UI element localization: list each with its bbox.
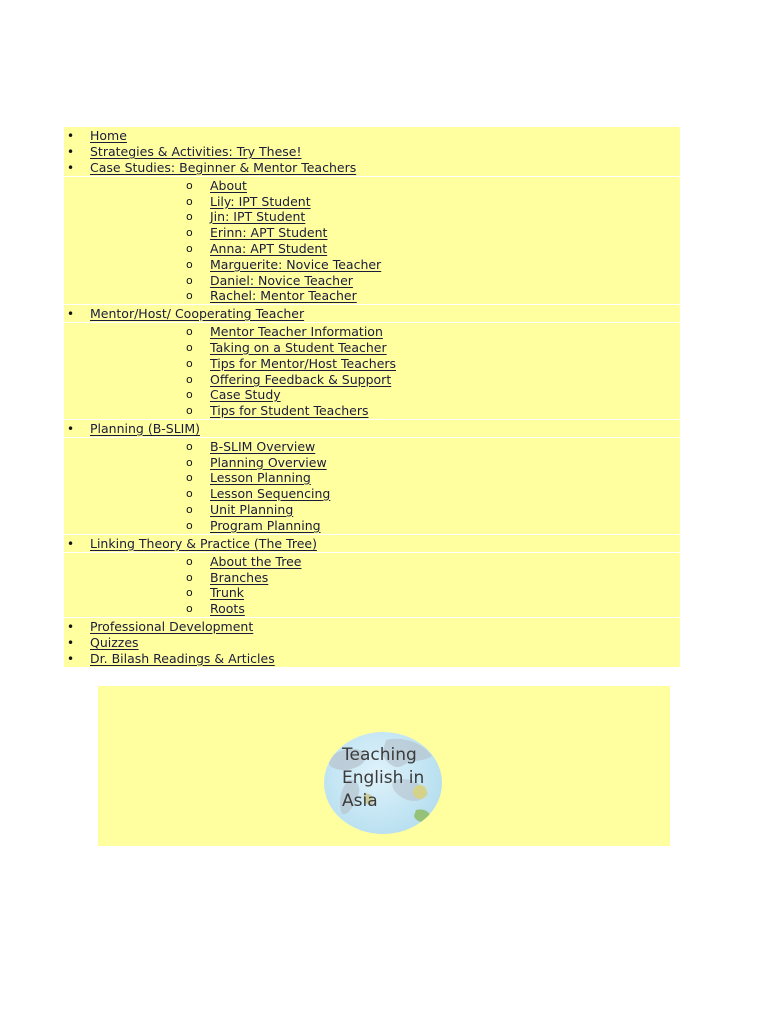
subnav-link-bslim-overview[interactable]: B-SLIM Overview	[210, 439, 316, 454]
circle-bullet-icon: o	[186, 456, 193, 469]
bullet-icon: •	[67, 129, 75, 143]
subnav-link-case-study[interactable]: Case Study	[210, 387, 281, 402]
subnav-link-unit-planning[interactable]: Unit Planning	[210, 502, 294, 517]
nav-item-professional-development[interactable]	[64, 619, 680, 635]
divider	[64, 552, 680, 553]
bullet-icon: •	[67, 307, 75, 321]
circle-bullet-icon: o	[186, 519, 193, 532]
subnav-item-trunk[interactable]	[64, 585, 680, 601]
circle-bullet-icon: o	[186, 325, 193, 338]
subnav-link-jin[interactable]: Jin: IPT Student	[210, 209, 306, 224]
nav-item-readings[interactable]	[64, 651, 680, 667]
divider	[64, 617, 680, 618]
circle-bullet-icon: o	[186, 471, 193, 484]
subnav-item-bslim-overview[interactable]	[64, 439, 680, 455]
subnav-link-marguerite[interactable]: Marguerite: Novice Teacher	[210, 257, 382, 272]
nav-item-case-studies[interactable]	[64, 160, 680, 176]
subnav-link-mentor-info[interactable]: Mentor Teacher Information	[210, 324, 383, 339]
nav-link-quizzes[interactable]: Quizzes	[90, 635, 139, 650]
circle-bullet-icon: o	[186, 373, 193, 386]
subnav-item-branches[interactable]	[64, 570, 680, 586]
teaching-english-in-asia-logo[interactable]	[324, 732, 442, 834]
subnav-item-anna[interactable]	[64, 241, 680, 257]
bullet-icon: •	[67, 537, 75, 551]
nav-item-quizzes[interactable]	[64, 635, 680, 651]
nav-item-mentor[interactable]	[64, 306, 680, 322]
subnav-link-daniel[interactable]: Daniel: Novice Teacher	[210, 273, 353, 288]
circle-bullet-icon: o	[186, 226, 193, 239]
subnav-link-tips-student[interactable]: Tips for Student Teachers	[210, 403, 369, 418]
subnav-link-lesson-sequencing[interactable]: Lesson Sequencing	[210, 486, 331, 501]
logo-text	[342, 744, 442, 813]
subnav-item-case-study[interactable]	[64, 387, 680, 403]
subnav-link-planning-overview[interactable]: Planning Overview	[210, 455, 327, 470]
subnav-item-lesson-planning[interactable]	[64, 470, 680, 486]
subnav-item-roots[interactable]	[64, 601, 680, 617]
subnav-item-unit-planning[interactable]	[64, 502, 680, 518]
circle-bullet-icon: o	[186, 440, 193, 453]
subnav-item-about[interactable]	[64, 178, 680, 194]
circle-bullet-icon: o	[186, 357, 193, 370]
subnav-item-program-planning[interactable]	[64, 518, 680, 534]
nav-link-home[interactable]: Home	[90, 128, 127, 143]
logo-line-1: Teaching	[342, 745, 417, 765]
subnav-link-lily[interactable]: Lily: IPT Student	[210, 194, 311, 209]
nav-item-planning[interactable]	[64, 421, 680, 437]
circle-bullet-icon: o	[186, 555, 193, 568]
subnav-link-trunk[interactable]: Trunk	[210, 585, 245, 600]
divider	[64, 322, 680, 323]
subnav-link-tips-mentor[interactable]: Tips for Mentor/Host Teachers	[210, 356, 397, 371]
nav-link-linking-theory[interactable]: Linking Theory & Practice (The Tree)	[90, 536, 317, 551]
bullet-icon: •	[67, 161, 75, 175]
subnav-item-planning-overview[interactable]	[64, 455, 680, 471]
subnav-link-lesson-planning[interactable]: Lesson Planning	[210, 470, 311, 485]
divider	[64, 534, 680, 535]
nav-link-strategies[interactable]: Strategies & Activities: Try These!	[90, 144, 302, 159]
bullet-icon: •	[67, 652, 75, 666]
subnav-link-taking-student[interactable]: Taking on a Student Teacher	[210, 340, 387, 355]
subnav-item-about-tree[interactable]	[64, 554, 680, 570]
circle-bullet-icon: o	[186, 404, 193, 417]
subnav-item-jin[interactable]	[64, 209, 680, 225]
nav-link-planning[interactable]: Planning (B-SLIM)	[90, 421, 201, 436]
circle-bullet-icon: o	[186, 210, 193, 223]
circle-bullet-icon: o	[186, 571, 193, 584]
subnav-link-feedback[interactable]: Offering Feedback & Support	[210, 372, 392, 387]
subnav-link-erinn[interactable]: Erinn: APT Student	[210, 225, 328, 240]
circle-bullet-icon: o	[186, 341, 193, 354]
circle-bullet-icon: o	[186, 388, 193, 401]
bullet-icon: •	[67, 145, 75, 159]
circle-bullet-icon: o	[186, 602, 193, 615]
nav-link-readings[interactable]: Dr. Bilash Readings & Articles	[90, 651, 275, 666]
circle-bullet-icon: o	[186, 258, 193, 271]
subnav-item-tips-mentor[interactable]	[64, 356, 680, 372]
subnav-item-tips-student[interactable]	[64, 403, 680, 419]
circle-bullet-icon: o	[186, 487, 193, 500]
circle-bullet-icon: o	[186, 586, 193, 599]
banner	[98, 686, 670, 846]
subnav-link-anna[interactable]: Anna: APT Student	[210, 241, 328, 256]
subnav-link-program-planning[interactable]: Program Planning	[210, 518, 321, 533]
circle-bullet-icon: o	[186, 179, 193, 192]
divider	[64, 176, 680, 177]
logo-line-3: Asia	[342, 791, 378, 811]
circle-bullet-icon: o	[186, 195, 193, 208]
nav-link-mentor[interactable]: Mentor/Host/ Cooperating Teacher	[90, 306, 305, 321]
nav-item-home[interactable]	[64, 128, 680, 144]
circle-bullet-icon: o	[186, 503, 193, 516]
circle-bullet-icon: o	[186, 242, 193, 255]
subnav-item-mentor-info[interactable]	[64, 324, 680, 340]
subnav-item-erinn[interactable]	[64, 225, 680, 241]
navigation-menu	[64, 127, 680, 667]
subnav-link-branches[interactable]: Branches	[210, 570, 269, 585]
bullet-icon: •	[67, 422, 75, 436]
nav-link-case-studies[interactable]: Case Studies: Beginner & Mentor Teachers	[90, 160, 357, 175]
subnav-item-daniel[interactable]	[64, 273, 680, 289]
divider	[64, 304, 680, 305]
subnav-link-rachel[interactable]: Rachel: Mentor Teacher	[210, 288, 357, 303]
subnav-link-about-tree[interactable]: About the Tree	[210, 554, 302, 569]
nav-item-strategies[interactable]	[64, 144, 680, 160]
nav-item-linking-theory[interactable]	[64, 536, 680, 552]
subnav-item-taking-student[interactable]	[64, 340, 680, 356]
divider	[64, 419, 680, 420]
circle-bullet-icon: o	[186, 289, 193, 302]
subnav-item-rachel[interactable]	[64, 288, 680, 304]
circle-bullet-icon: o	[186, 274, 193, 287]
divider	[64, 437, 680, 438]
subnav-link-about[interactable]: About	[210, 178, 247, 193]
nav-link-professional-development[interactable]: Professional Development	[90, 619, 254, 634]
logo-line-2: English in	[342, 768, 425, 788]
subnav-item-feedback[interactable]	[64, 372, 680, 388]
subnav-item-marguerite[interactable]	[64, 257, 680, 273]
bullet-icon: •	[67, 620, 75, 634]
bullet-icon: •	[67, 636, 75, 650]
subnav-link-roots[interactable]: Roots	[210, 601, 245, 616]
subnav-item-lily[interactable]	[64, 194, 680, 210]
subnav-item-lesson-sequencing[interactable]	[64, 486, 680, 502]
